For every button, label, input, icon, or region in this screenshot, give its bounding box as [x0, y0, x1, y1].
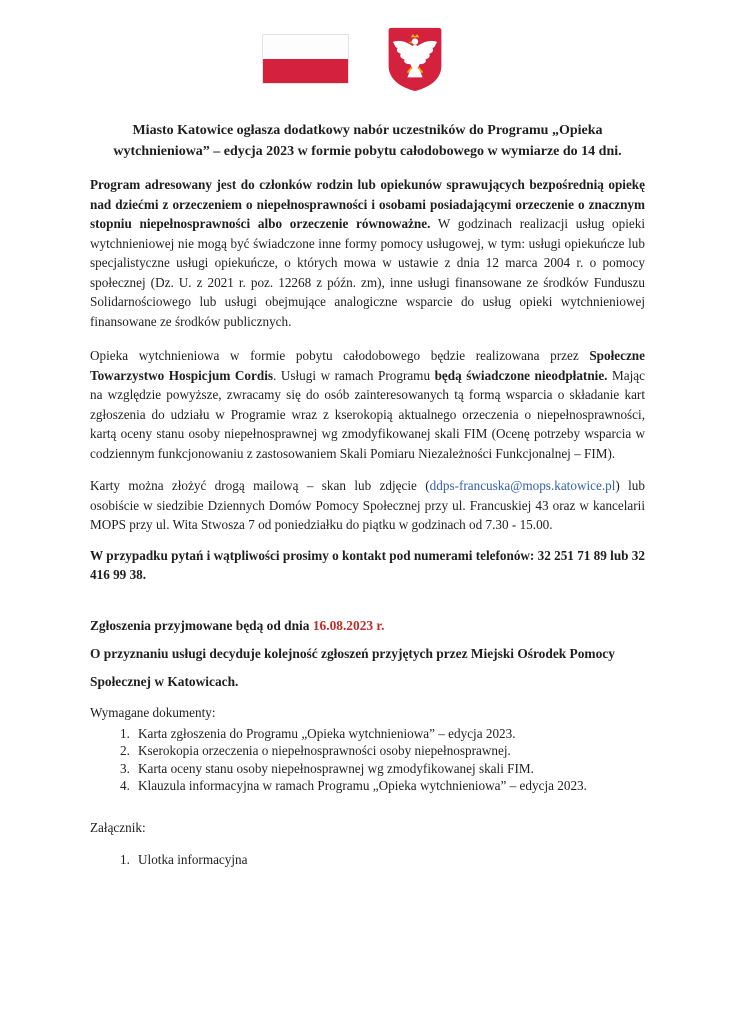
provider-text-start: Opieka wytchnieniowa w formie pobytu całodobowego będzie realizowana przez [90, 348, 590, 363]
paragraph-program-audience [90, 175, 645, 331]
list-item [90, 725, 645, 743]
list-item-text: Karta oceny stanu osoby niepełnosprawnej wg zmodyfikowanej skali FIM. [138, 760, 534, 776]
admission-order-text: O przyznaniu usługi decyduje kolejność zgłoszeń przyjętych przez Miejski Ośrodek Pomocy Społecznej w Katowicach. [90, 645, 615, 689]
flag-red-stripe [263, 59, 348, 83]
program-audience-bold-text: Program adresowany jest do członków rodzin lub opiekunów sprawujących bezpośrednią opiekę nad dziećmi z orzeczeniem o niepełnosprawności i osobami posiadającymi orzeczenie o znacznym stopniu niepełnosprawności albo orzeczenie równoważne. [90, 177, 645, 231]
list-item-number: 1. [120, 851, 130, 867]
list-item-number: 4. [120, 778, 130, 794]
submission-text-start: Karty można złożyć drogą mailową – skan lub zdjęcie ( [90, 478, 430, 493]
program-audience-regular-text: W godzinach realizacji usług opieki wytchnieniowej nie mogą być świadczone inne formy pomocy usługowej, w tym: usługi opiekuńcze lub specjalistyczne usługi opiekuńcze, o których mowa w ustawie z dnia 12 marca 2004 r. o pomocy społecznej (Dz. U. z 2021 r. poz. 12268 z późn. zm), inne usługi finansowane ze środków Funduszu Solidarnościowego lub usługi obejmujące analogiczne wsparcie do usług opieki wytchnieniowej finansowane ze środków publicznych. [90, 216, 645, 329]
poland-coat-of-arms-icon [386, 26, 444, 92]
paragraph-service-provider [90, 346, 645, 463]
submission-start-line [90, 612, 645, 640]
required-documents-list [90, 725, 645, 795]
provider-text-mid: . Usługi w ramach Programu [273, 367, 435, 383]
attachment-heading: Załącznik: [90, 819, 146, 835]
free-of-charge-bold: będą świadczone nieodpłatnie. [434, 367, 608, 383]
provider-name-bold: Społeczne Towarzystwo Hospicjum Cordis [90, 348, 645, 383]
attachment-list [90, 851, 645, 869]
list-item-number: 1. [120, 725, 130, 741]
paragraph-submission-methods [90, 476, 645, 535]
poland-flag-icon [263, 35, 348, 83]
list-item-text: Klauzula informacyjna w ramach Programu „Opieka wytchnieniowa” – edycja 2023. [138, 778, 587, 794]
list-item [90, 777, 645, 795]
list-item-text: Karta zgłoszenia do Programu „Opieka wytchnieniowa” – edycja 2023. [138, 725, 516, 741]
submission-notice-block [90, 612, 645, 696]
list-item [90, 851, 645, 869]
submission-start-date: 16.08.2023 r. [312, 617, 385, 633]
provider-text-rest: Mając na względzie powyższe, zwracamy się do osób zainteresowanych tą formą wsparcia o składanie kart zgłoszenia do udziału w Programie wraz z kserokopią aktualnego orzeczenia o niepełnosprawności, kartą oceny stanu osoby niepełnosprawnej wg zmodyfikowanej skali FIM (Ocenę potrzeby wsparcia w codziennym funkcjonowaniu z zastosowaniem Skali Pomiaru Niezależności Funkcjonalnej – FIM). [90, 367, 645, 461]
list-item-text: Kserokopia orzeczenia o niepełnosprawności osoby niepełnosprawnej. [138, 743, 511, 759]
list-item [90, 742, 645, 760]
submission-text-rest: ) lub osobiście w siedzibie Dziennych Domów Pomocy Społecznej przy ul. Francuskiej 43 oraz w kancelarii MOPS przy ul. Wita Stwosza 7 od poniedziałku do piątku w godzinach od 7.30 - 15.00. [90, 478, 645, 532]
list-item-number: 2. [120, 743, 130, 759]
paragraph-contact-phones: W przypadku pytań i wątpliwości prosimy o kontakt pod numerami telefonów: 32 251 71 89 lub 32 416 99 38. [90, 547, 645, 582]
list-item [90, 760, 645, 778]
list-item-number: 3. [120, 760, 130, 776]
header-emblems [263, 26, 645, 92]
list-item-text: Ulotka informacyjna [138, 851, 248, 867]
submission-start-text: Zgłoszenia przyjmowane będą od dnia [90, 617, 313, 633]
email-link[interactable]: ddps-francuska@mops.katowice.pl [429, 478, 616, 493]
required-documents-heading: Wymagane dokumenty: [90, 704, 216, 720]
flag-white-stripe [263, 35, 348, 59]
document-title: Miasto Katowice ogłasza dodatkowy nabór uczestników do Programu „Opieka wytchnieniowa” – edycja 2023 w formie pobytu całodobowego w wymiarze do 14 dni. [113, 123, 622, 159]
